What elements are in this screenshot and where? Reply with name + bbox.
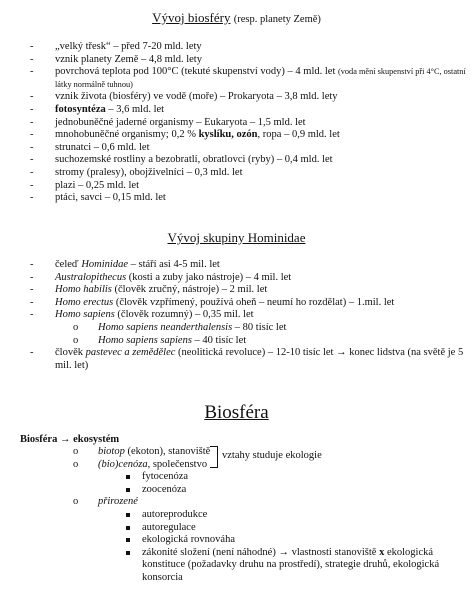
list-item: o Homo sapiens neanderthalensis – 80 tisíc let xyxy=(73,322,470,335)
list-item: - suchozemské rostliny a bezobratlí, obratlovci (ryby) – 0,4 mld. let xyxy=(30,154,470,167)
cenoza-sublist xyxy=(126,471,468,496)
bracket-label: vztahy studuje ekologie xyxy=(222,450,322,461)
list-item: - Australopithecus (kosti a zuby jako nástroje) – 4 mil. let xyxy=(30,272,470,285)
biosphere-subtitle: Biosféra → ekosystém xyxy=(20,434,120,445)
bracket-connector xyxy=(210,446,218,468)
list-item: autoregulace xyxy=(126,522,468,535)
list-item: - Homo erectus (člověk vzpřímený, používá oheň – neumí ho rozdělat) – 1.mil. let xyxy=(30,297,470,310)
list-item: - čeleď Hominidae – stáří asi 4-5 mil. let xyxy=(30,259,470,272)
list-item: - ptáci, savci – 0,15 mld. let xyxy=(30,192,470,205)
list-item: fytocenóza xyxy=(126,471,468,484)
title-subtitle: (resp. planety Země) xyxy=(233,14,321,25)
list-item: - vznik života (biosféry) ve vodě (moře) – Prokaryota – 3,8 mld. lety xyxy=(30,91,470,104)
list-item: - mnohobuněčné organismy; 0,2 % kyslíku, ozón, ropa – 0,9 mld. let xyxy=(30,129,470,142)
biosphere-heading: Biosféra xyxy=(204,402,269,423)
list-item: - „velký třesk“ – před 7-20 mld. lety xyxy=(30,41,470,54)
section-title-hominidae xyxy=(0,232,473,245)
list-item: - člověk pastevec a zemědělec (neolitická revoluce) – 12-10 tisíc let → konec lidstva (na světě je 5 mil. let) xyxy=(30,347,470,372)
section-title-biosphere-evolution xyxy=(0,12,473,27)
ecosystem-list xyxy=(73,446,468,585)
list-item: o Homo sapiens sapiens – 40 tisíc let xyxy=(73,335,470,348)
list-item: o biotop (ekoton), stanoviště xyxy=(73,446,468,459)
hominidae-list xyxy=(30,259,470,372)
ecosystem-outline xyxy=(73,446,468,585)
sapiens-sublist xyxy=(73,322,470,347)
list-item: o přirozené autoreprodukce autoregulace ekologická rovnováha zákonité složení (není náhodné) → vlastnosti stanoviště x ekologická konstituce (požadavky druhu na prostředí), strategie druhů, ekologická konsorcia xyxy=(73,496,468,584)
list-item: - fotosyntéza – 3,6 mld. let xyxy=(30,104,470,117)
title-text: Vývoj biosféry xyxy=(152,10,231,25)
list-item: - Homo sapiens (člověk rozumný) – 0,35 mil. let o Homo sapiens neanderthalensis – 80 tisíc let o Homo sapiens sapiens – 40 tisíc let xyxy=(30,309,470,347)
biosphere-timeline-list xyxy=(30,41,470,205)
list-item: ekologická rovnováha xyxy=(126,534,468,547)
list-item: autoreprodukce xyxy=(126,509,468,522)
list-item: zákonité složení (není náhodné) → vlastnosti stanoviště x ekologická konstituce (požadavky druhu na prostředí), strategie druhů, ekologická konsorcia xyxy=(126,547,468,585)
list-item: - plazi – 0,25 mld. let xyxy=(30,180,470,193)
list-item: - strunatci – 0,6 mld. let xyxy=(30,142,470,155)
title-text: Vývoj skupiny Hominidae xyxy=(167,230,306,245)
list-item: - povrchová teplota pod 100°C (tekuté skupenství vody) – 4 mld. let (voda mění skupenství při 4°C, ostatní látky normálně tuhnou) xyxy=(30,66,470,91)
list-item: - Homo habilis (člověk zručný, nástroje) – 2 mil. let xyxy=(30,284,470,297)
note-text: (voda mění skupenství při 4°C, ostatní látky normálně tuhnou) xyxy=(55,67,466,89)
list-item: zoocenóza xyxy=(126,484,468,497)
list-item: - jednobuněčné jaderné organismy – Eukaryota – 1,5 mld. let xyxy=(30,117,470,130)
natural-properties-list xyxy=(126,509,468,585)
list-item: - stromy (pralesy), obojživelníci – 0,3 mld. let xyxy=(30,167,470,180)
list-item: o (bio)cenóza, společenstvo fytocenóza zoocenóza xyxy=(73,459,468,497)
list-item: - vznik planety Země – 4,8 mld. lety xyxy=(30,54,470,67)
